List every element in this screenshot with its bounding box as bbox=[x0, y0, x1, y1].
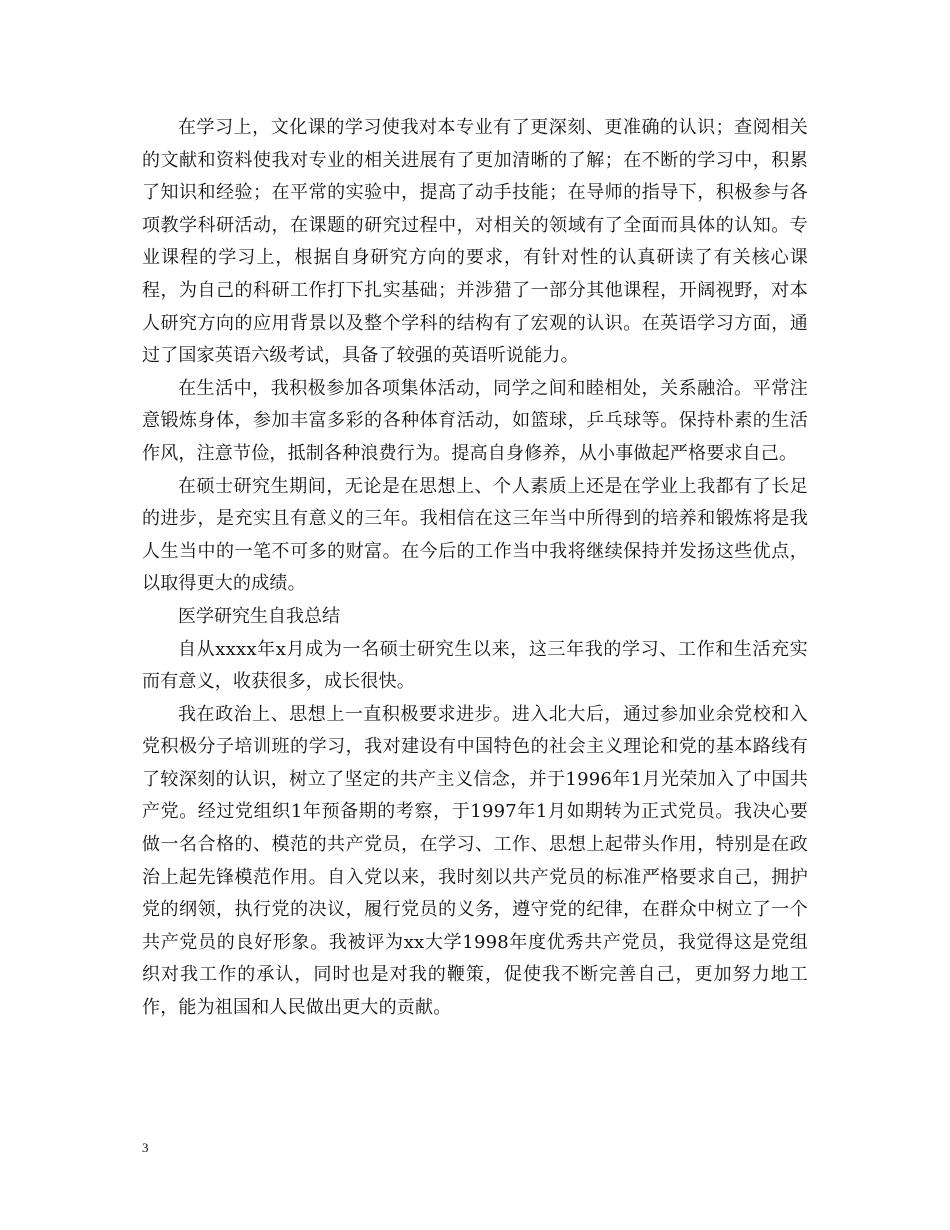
section-heading: 医学研究生自我总结 bbox=[178, 605, 340, 627]
paragraph-intro: 自从xxxx年x月成为一名硕士研究生以来，这三年我的学习、工作和生活充实而有意义，收获很多，成长很快。 bbox=[142, 638, 808, 693]
paragraph-summary: 在硕士研究生期间，无论是在思想上、个人素质上还是在学业上我都有了长足的进步，是充实且有意义的三年。我相信在这三年当中所得到的培养和锻炼将是我人生当中的一笔不可多的财富。在今后的工作当中我将继续保持并发扬这些优点，以取得更大的成绩。 bbox=[142, 475, 808, 595]
paragraph-life: 在生活中，我积极参加各项集体活动，同学之间和睦相处，关系融洽。平常注意锻炼身体，参加丰富多彩的各种体育活动，如篮球，乒乓球等。保持朴素的生活作风，注意节俭，抵制各种浪费行为。提高自身修养，从小事做起严格要求自己。 bbox=[142, 377, 808, 464]
paragraph-politics: 我在政治上、思想上一直积极要求进步。进入北大后，通过参加业余党校和入党积极分子培训班的学习，我对建设有中国特色的社会主义理论和党的基本路线有了较深刻的认识，树立了坚定的共产主义信念，并于1996年1月光荣加入了中国共产党。经过党组织1年预备期的考察，于1997年1月如期转为正式党员。我决心要做一名合格的、模范的共产党员，在学习、工作、思想上起带头作用，特别是在政治上起先锋模范作用。自入党以来，我时刻以共产党员的标准严格要求自己，拥护党的纲领，执行党的决议，履行党员的义务，遵守党的纪律，在群众中树立了一个共产党员的良好形象。我被评为xx大学1998年度优秀共产党员，我觉得这是党组织对我工作的承认，同时也是对我的鞭策，促使我不断完善自己，更加努力地工作，能为祖国和人民做出更大的贡献。 bbox=[142, 703, 808, 1019]
document-body bbox=[142, 112, 808, 1025]
paragraph-study: 在学习上，文化课的学习使我对本专业有了更深刻、更准确的认识；查阅相关的文献和资料使我对专业的相关进展有了更加清晰的了解；在不断的学习中，积累了知识和经验；在平常的实验中，提高了动手技能；在导师的指导下，积极参与各项教学科研活动，在课题的研究过程中，对相关的领域有了全面而具体的认知。专业课程的学习上，根据自身研究方向的要求，有针对性的认真研读了有关核心课程，为自己的科研工作打下扎实基础；并涉猎了一部分其他课程，开阔视野，对本人研究方向的应用背景以及整个学科的结构有了宏观的认识。在英语学习方面，通过了国家英语六级考试，具备了较强的英语听说能力。 bbox=[142, 117, 808, 367]
page-number: 3 bbox=[142, 1140, 149, 1155]
